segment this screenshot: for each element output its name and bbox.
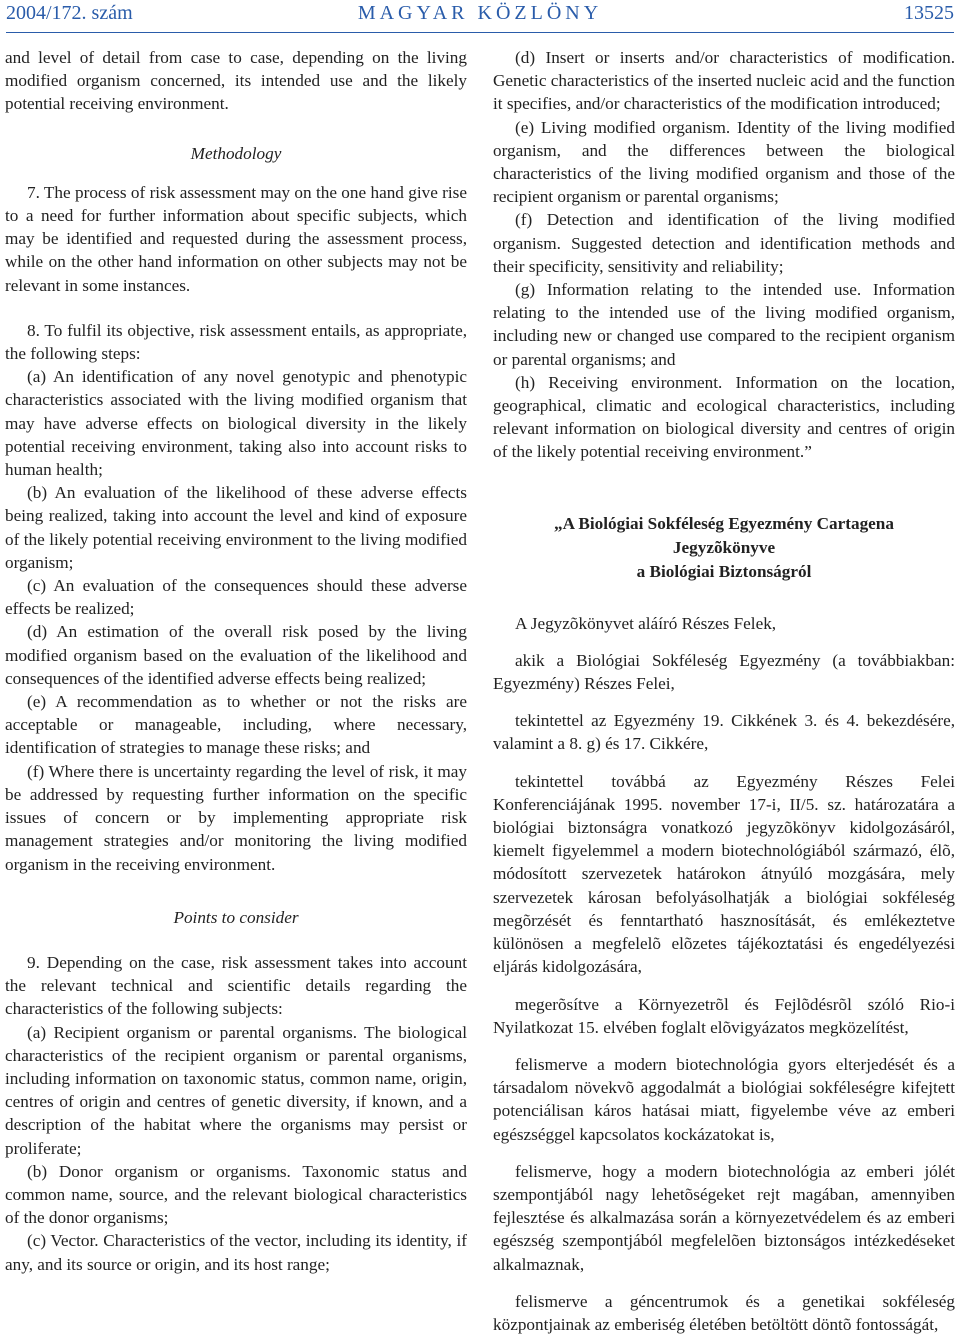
protocol-title: [493, 512, 955, 584]
recital-4: tekintettel továbbá az Egyezmény Részes Felei Konferenciájának 1995. november 17-i, II/5. sz. határozatára a biológiai biztonságra vonatkozó jegyzõkönyv kidolgozásáról, kiemelt figyelemmel a modern biotechnológiából származó, élõ, módosított szervezetek határokon átnyúló mozgására, mely szervezetek károsan befolyásolhatják a biológiai sokféleség megõrzését és fenntartható hasznosítását, és emlékeztetve különösen a megfelelõ elõzetes tájékoztatási és engedélyezési eljárás kidolgozására,: [493, 771, 955, 977]
header-rule: [6, 32, 954, 33]
title-line-1: „A Biológiai Sokféleség Egyezmény Cartagena: [554, 513, 894, 533]
recital-3: tekintettel az Egyezmény 19. Cikkének 3. és 4. bekezdésére, valamint a 8. g) és 17. Cikkére,: [493, 711, 955, 754]
recital-5: megerõsítve a Környezetrõl és Fejlõdésrõl szóló Rio-i Nyilatkozat 15. elvében foglalt elõvigyázatos megközelítést,: [493, 994, 955, 1037]
issue-number: 2004/172. szám: [6, 2, 133, 24]
page-header: [6, 2, 954, 28]
page-number: 13525: [904, 2, 954, 24]
list-item-c2: (c) Vector. Characteristics of the vector, including its identity, if any, and its source or origin, and its host range;: [5, 1231, 467, 1274]
recital-8: felismerve a géncentrumok és a genetikai sokféleség központjainak az emberiség életében betöltött döntõ fontosságát,: [493, 1291, 955, 1334]
publication-title: MAGYAR KÖZLÖNY: [357, 2, 603, 24]
list-item-d: (d) An estimation of the overall risk posed by the living modified organism based on the evaluation of the likelihood and consequences of the identified adverse effects being realized;: [5, 622, 467, 688]
list-item-e2: (e) Living modified organism. Identity of the living modified organism, and the differences between the biological characteristics of the living modified organism and those of the recipient organism or parental organisms;: [493, 117, 955, 207]
left-column: [5, 46, 467, 1276]
list-item-f: (f) Where there is uncertainty regarding the level of risk, it may be addressed by requesting further information on the specific issues of concern or by implementing appropriate risk management strategies and/or monitoring the living modified organism in the receiving environment.: [5, 761, 467, 874]
recital-6: felismerve a modern biotechnológia gyors elterjedését és a társadalom növekvõ aggodalmát a biológiai sokféleségre kifejtett potenciálisan káros hatásai miatt, figyelembe véve az emberi egészséggel kapcsolatos kockázatokat is,: [493, 1054, 955, 1144]
paragraph-8: 8. To fulfil its objective, risk assessment entails, as appropriate, the following steps:: [5, 320, 467, 364]
recital-2: akik a Biológiai Sokféleség Egyezmény (a továbbiakban: Egyezmény) Részes Felei,: [493, 650, 955, 694]
list-item-e: (e) A recommendation as to whether or not the risks are acceptable or manageable, including, where necessary, identification of strategies to manage these risks; and: [5, 692, 467, 758]
recital-1: A Jegyzõkönyvet aláíró Részes Felek,: [515, 613, 777, 633]
list-item-c: (c) An evaluation of the consequences should these adverse effects be realized;: [5, 576, 467, 619]
list-item-a2: (a) Recipient organism or parental organisms. The biological characteristics of the recipient organism or parental organisms, including information on taxonomic status, common name, origin, centres of origin and centres of genetic diversity, if known, and a description of the habitat where the organisms may persist or proliferate;: [5, 1022, 467, 1158]
list-item-h2: (h) Receiving environment. Information on the location, geographical, climatic and ecological characteristics, including relevant information on biological diversity and centres of origin of the likely potential receiving environment.”: [493, 372, 955, 462]
list-item-g2: (g) Information relating to the intended use. Information relating to the intended use of the living modified organism, including new or changed use compared to the recipient organism or parental organisms; and: [493, 280, 955, 369]
title-line-3: a Biológiai Biztonságról: [636, 561, 812, 581]
list-item-b2: (b) Donor organism or organisms. Taxonomic status and common name, source, and the relevant biological characteristics of the donor organisms;: [5, 1161, 467, 1228]
list-item-b: (b) An evaluation of the likelihood of these adverse effects being realized, taking into account the level and kind of exposure of the likely potential receiving environment to the living modified organism;: [5, 483, 467, 572]
list-item-a: (a) An identification of any novel genotypic and phenotypic characteristics associated with the living modified organism that may have adverse effects on biological diversity in the likely potential receiving environment, taking also into account risks to human health;: [5, 367, 467, 480]
title-line-2: Jegyzõkönyve: [672, 537, 776, 557]
list-item-d2: (d) Insert or inserts and/or characteristics of modification. Genetic characteristics of the inserted nucleic acid and the function it specifies, and/or characteristics of the modification introduced;: [493, 48, 955, 114]
section-heading-points: Points to consider: [173, 907, 299, 927]
paragraph-7: 7. The process of risk assessment may on the one hand give rise to a need for further information about specific subjects, which may be identified and requested during the assessment process, while on the other hand information on other subjects may not be relevant in some instances.: [5, 182, 467, 295]
paragraph: and level of detail from case to case, depending on the living modified organism concerned, its intended use and the likely potential receiving environment.: [5, 48, 467, 114]
paragraph-9: 9. Depending on the case, risk assessment takes into account the relevant technical and scientific details regarding the characteristics of the following subjects:: [5, 952, 467, 1019]
list-item-f2: (f) Detection and identification of the living modified organism. Suggested detection and identification methods and their specificity, sensitivity and reliability;: [493, 210, 955, 276]
recital-7: felismerve, hogy a modern biotechnológia az emberi jólét szempontjából nagy lehetõségeket rejt magában, amennyiben fejlesztése és alkalmazása során a környezetvédelem és az emberi egészség szempontjából megfelelõen biztonságos intézkedéseket alkalmaznak,: [493, 1161, 955, 1274]
right-column: [493, 46, 955, 1336]
section-heading-methodology: Methodology: [190, 143, 282, 163]
